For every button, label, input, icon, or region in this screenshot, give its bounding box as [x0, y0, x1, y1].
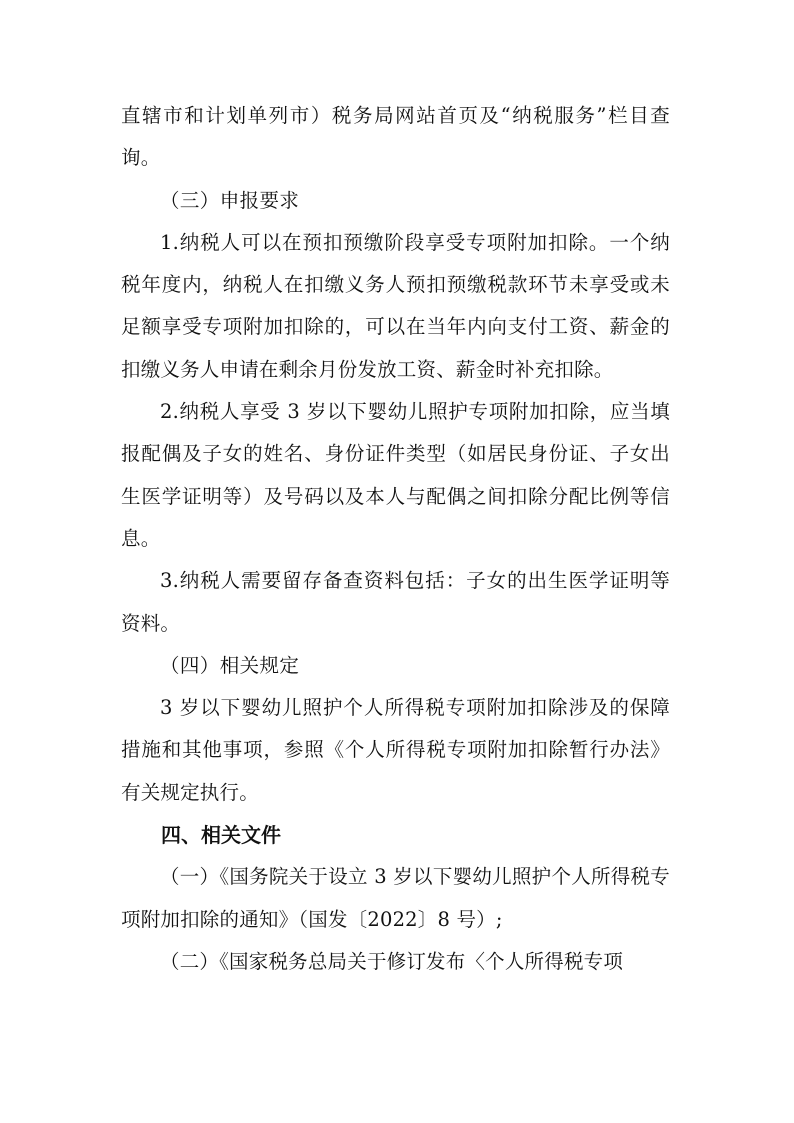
- filing-requirement-item-1: 1.纳税人可以在预扣预缴阶段享受专项附加扣除。一个纳税年度内，纳税人在扣缴义务人预扣预缴税款环节未享受或未足额享受专项附加扣除的，可以在当年内向支付工资、薪金的扣缴义务人申请在剩余月份发放工资、薪金时补充扣除。: [121, 230, 670, 381]
- related-document-item-2: （二）《国家税务总局关于修订发布〈个人所得税专项: [160, 949, 624, 973]
- section-title-filing-requirements: （三）申报要求: [160, 188, 300, 212]
- heading-related-documents: 四、相关文件: [161, 823, 281, 848]
- filing-requirement-item-3: 3.纳税人需要留存备查资料包括：子女的出生医学证明等资料。: [121, 569, 670, 635]
- section-title-related-provisions: （四）相关规定: [160, 653, 300, 677]
- related-provisions-paragraph: 3 岁以下婴幼儿照护个人所得税专项附加扣除涉及的保障措施和其他事项，参照《个人所得税专项附加扣除暂行办法》有关规定执行。: [121, 696, 670, 804]
- continuation-paragraph: 直辖市和计划单列市）税务局网站首页及“纳税服务”栏目查询。: [121, 104, 670, 170]
- related-document-item-1: （一）《国务院关于设立 3 岁以下婴幼儿照护个人所得税专项附加扣除的通知》（国发〔2022〕8 号）;: [121, 865, 670, 931]
- filing-requirement-item-2: 2.纳税人享受 3 岁以下婴幼儿照护专项附加扣除，应当填报配偶及子女的姓名、身份证件类型（如居民身份证、子女出生医学证明等）及号码以及本人与配偶之间扣除分配比例等信息。: [121, 400, 670, 550]
- document-page: [121, 95, 670, 983]
